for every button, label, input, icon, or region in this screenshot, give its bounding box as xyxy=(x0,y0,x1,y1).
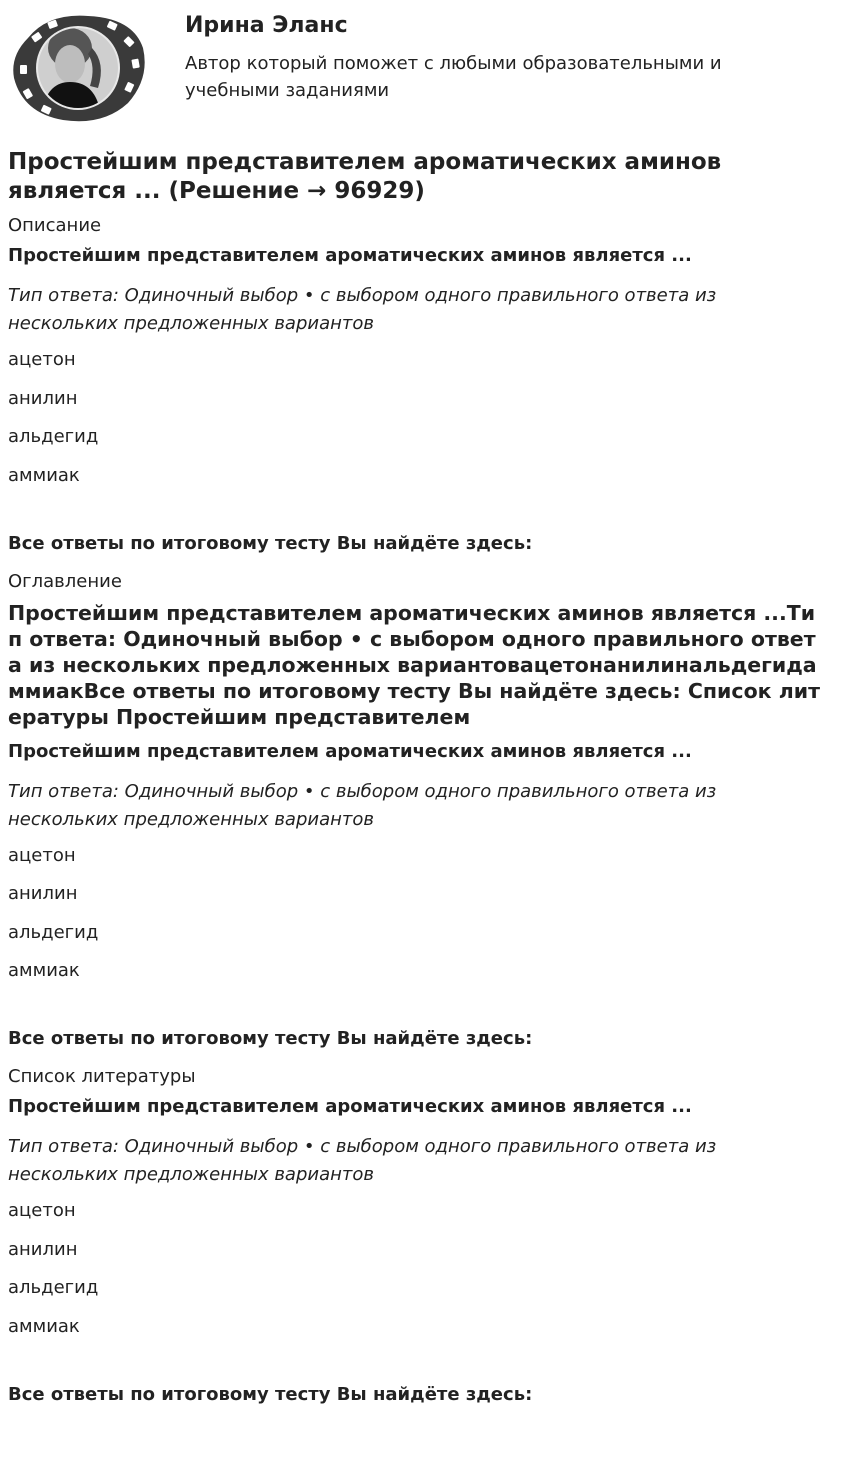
author-name[interactable]: Ирина Эланс xyxy=(185,13,348,38)
all-answers-note: Все ответы по итоговому тесту Вы найдёте здесь: xyxy=(8,1028,533,1049)
answer-type: Тип ответа: Одиночный выбор • с выбором одного правильного ответа из нескольких предложенных вариантов xyxy=(8,1136,717,1185)
answer-type: Тип ответа: Одиночный выбор • с выбором одного правильного ответа из нескольких предложенных вариантов xyxy=(8,780,717,830)
all-answers-note: Все ответы по итоговому тесту Вы найдёте здесь: xyxy=(8,1383,533,1405)
toc-heading: Простейшим представителем ароматических аминов является ...Тип ответа: Одиночный выбор • с выбором одного правильного ответа из нескольких предложенных вариантовацетонанилинальдегидаммиакВсе ответы по итоговому тесту Вы найдёте здесь: Список литературы Простейшим представителем xyxy=(8,600,820,729)
option-item: ацетон xyxy=(8,349,76,370)
main-content xyxy=(8,148,828,1421)
option-item: анилин xyxy=(8,883,78,904)
section-label-description: Описание xyxy=(8,215,102,236)
option-item: ацетон xyxy=(8,844,76,866)
option-item: ацетон xyxy=(8,1200,76,1221)
option-item: альдегид xyxy=(8,921,99,943)
option-item: альдегид xyxy=(8,426,99,447)
author-description: Автор который поможет с любыми образовательными и учебными заданиями xyxy=(185,53,722,101)
section-label-toc: Оглавление xyxy=(8,570,122,592)
page-title: Простейшим представителем ароматических аминов является ... (Решение → 96929) xyxy=(8,149,722,204)
option-item: анилин xyxy=(8,387,78,409)
answer-type: Тип ответа: Одиночный выбор • с выбором одного правильного ответа из нескольких предложенных вариантов xyxy=(8,285,717,334)
all-answers-note: Все ответы по итоговому тесту Вы найдёте здесь: xyxy=(8,532,533,554)
author-avatar[interactable] xyxy=(8,8,150,126)
option-item: альдегид xyxy=(8,1277,99,1298)
question-title: Простейшим представителем ароматических аминов является ... xyxy=(8,245,692,266)
option-item: анилин xyxy=(8,1238,78,1260)
question-title: Простейшим представителем ароматических аминов является ... xyxy=(8,740,692,762)
option-item: аммиак xyxy=(8,960,80,981)
author-header xyxy=(0,0,847,135)
option-item: аммиак xyxy=(8,1315,80,1337)
question-title: Простейшим представителем ароматических аминов является ... xyxy=(8,1096,692,1117)
option-item: аммиак xyxy=(8,464,80,486)
section-label-references: Список литературы xyxy=(8,1066,196,1087)
